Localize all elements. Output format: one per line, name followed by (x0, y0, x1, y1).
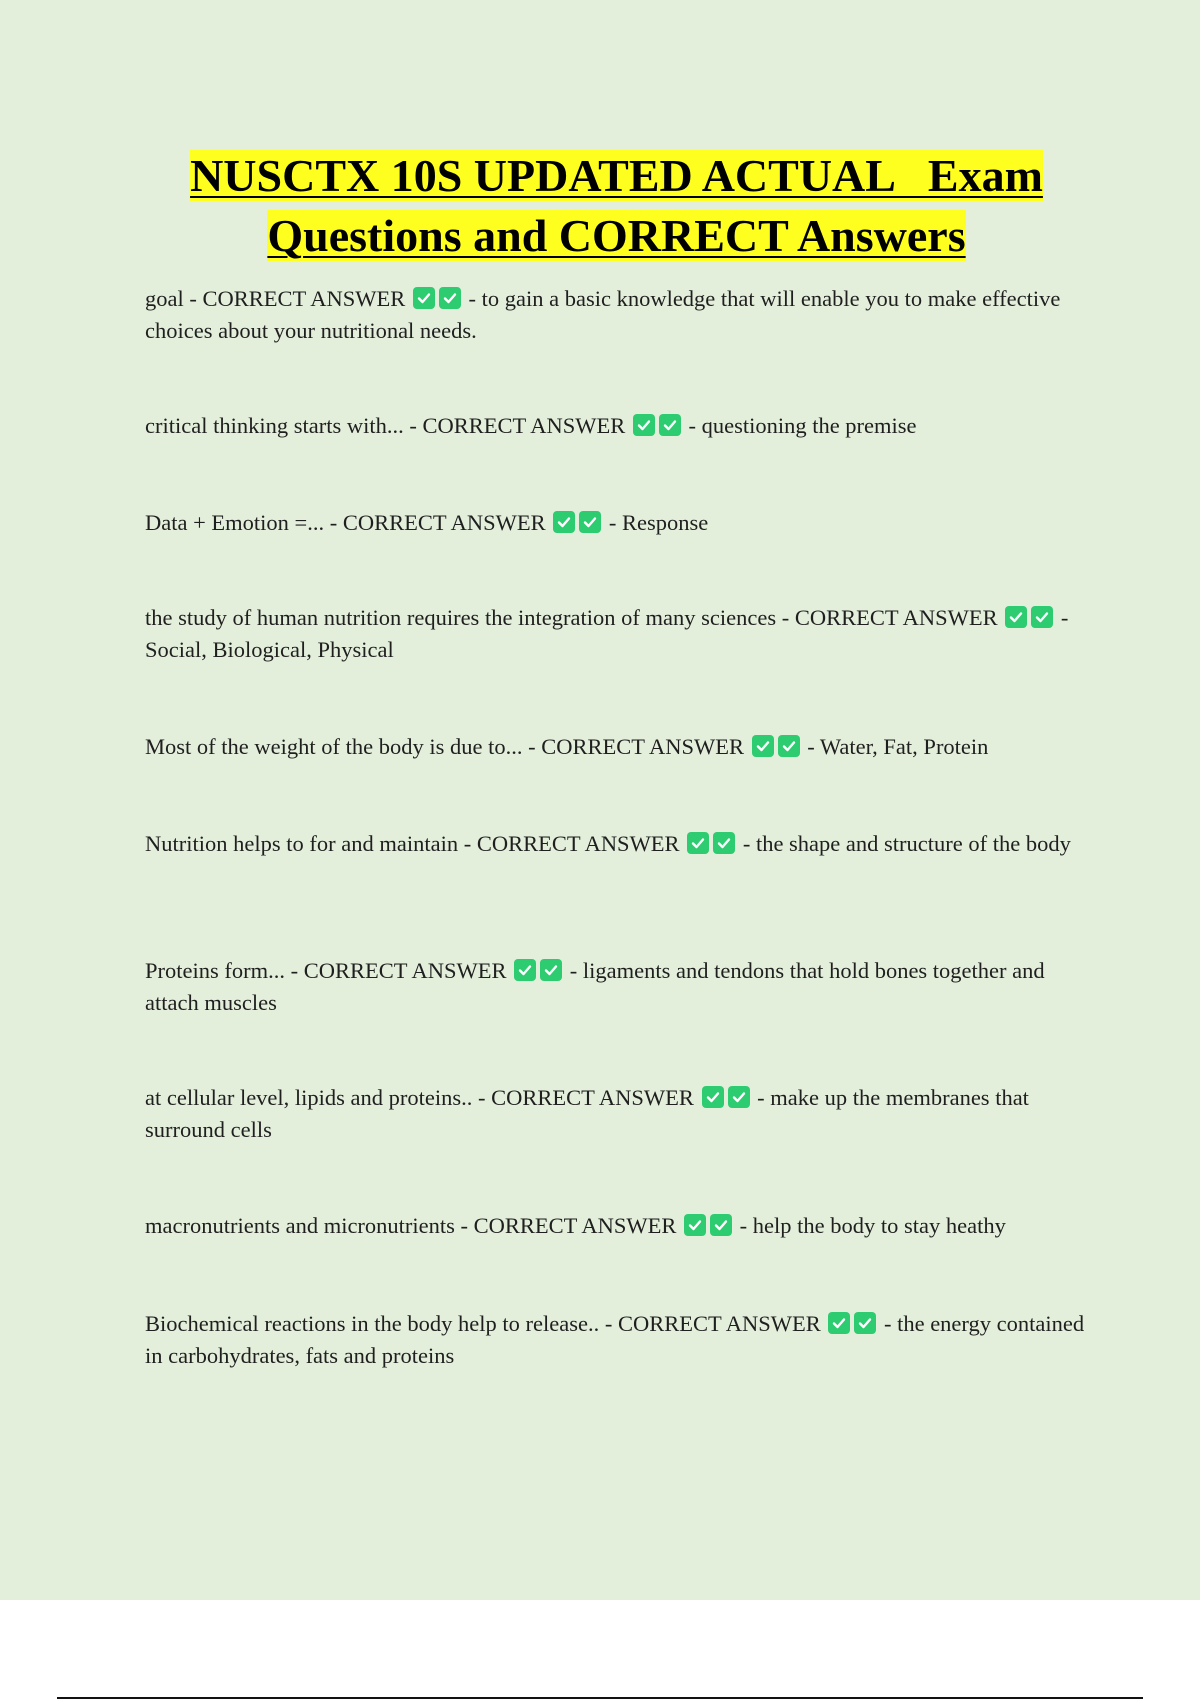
question-text: Nutrition helps to for and maintain (145, 831, 459, 856)
qa-item-proteins-form: Proteins form... - CORRECT ANSWER - ligaments and tendons that hold bones together and attach muscles (145, 958, 1045, 1015)
qa-item-data-emotion: Data + Emotion =... - CORRECT ANSWER - Response (145, 510, 709, 535)
question-text: critical thinking starts with... (145, 413, 404, 438)
answer-text: Social, Biological, Physical (145, 637, 394, 662)
footer-divider (57, 1697, 1143, 1699)
check-icon (553, 511, 575, 533)
check-icon (687, 832, 709, 854)
question-text: Biochemical reactions in the body help to release.. (145, 1311, 600, 1336)
check-icon (413, 287, 435, 309)
answer-marker: - CORRECT ANSWER (528, 734, 744, 759)
answer-marker: - CORRECT ANSWER (290, 958, 507, 983)
check-icon (702, 1086, 724, 1108)
question-text: at cellular level, lipids and proteins.. (145, 1085, 473, 1110)
check-icon (778, 735, 800, 757)
answer-marker: - CORRECT ANSWER (463, 831, 680, 856)
answer-marker: - CORRECT ANSWER (478, 1085, 694, 1110)
answer-text: Water, Fat, Protein (819, 734, 989, 759)
qa-item-macronutrients: macronutrients and micronutrients - CORRECT ANSWER - help the body to stay heathy (145, 1213, 1006, 1238)
answer-text: to gain a basic knowledge that will enable you to make effective choices about your nutritional needs. (145, 286, 1061, 343)
check-icon (1005, 606, 1027, 628)
answer-text: ligaments and tendons that hold bones together and attach muscles (145, 958, 1045, 1015)
check-icon (579, 511, 601, 533)
question-text: macronutrients and micronutrients (145, 1213, 455, 1238)
answer-marker: - CORRECT ANSWER (460, 1213, 677, 1238)
check-icon (659, 414, 681, 436)
document-title (120, 146, 1113, 266)
qa-item-body-weight: Most of the weight of the body is due to... - CORRECT ANSWER - Water, Fat, Protein (145, 734, 989, 759)
title-line-1: NUSCTX 10S UPDATED ACTUAL Exam (190, 150, 1043, 201)
check-icon (439, 287, 461, 309)
answer-marker: - CORRECT ANSWER (189, 286, 406, 311)
answer-marker: - CORRECT ANSWER (604, 1311, 821, 1336)
qa-item-nutrition-helps: Nutrition helps to for and maintain - CORRECT ANSWER - the shape and structure of the body (145, 831, 1071, 856)
check-icon (752, 735, 774, 757)
check-icon (684, 1214, 706, 1236)
answer-marker: - CORRECT ANSWER (329, 510, 546, 535)
check-icon (514, 959, 536, 981)
check-icon (710, 1214, 732, 1236)
answer-marker: - CORRECT ANSWER (409, 413, 626, 438)
answer-text: the shape and structure of the body (755, 831, 1071, 856)
answer-marker: - CORRECT ANSWER (781, 605, 998, 630)
title-line-2: Questions and CORRECT Answers (267, 210, 966, 261)
qa-item-human-nutrition: the study of human nutrition requires the integration of many sciences - CORRECT ANSWER - Social, Biological, Physical (145, 605, 1069, 662)
answer-text: make up the membranes that surround cells (145, 1085, 1029, 1142)
check-icon (633, 414, 655, 436)
answer-text: questioning the premise (701, 413, 917, 438)
question-text: Proteins form... (145, 958, 285, 983)
check-icon (854, 1312, 876, 1334)
check-icon (713, 832, 735, 854)
qa-item-biochemical-reactions: Biochemical reactions in the body help to release.. - CORRECT ANSWER - the energy contained in carbohydrates, fats and proteins (145, 1311, 1085, 1368)
answer-text: help the body to stay heathy (752, 1213, 1006, 1238)
question-text: Data + Emotion =... (145, 510, 325, 535)
question-text: goal (145, 286, 184, 311)
question-text: the study of human nutrition requires the integration of many sciences (145, 605, 777, 630)
question-text: Most of the weight of the body is due to... (145, 734, 523, 759)
qa-item-critical-thinking: critical thinking starts with... - CORRECT ANSWER - questioning the premise (145, 413, 917, 438)
answer-text: Response (621, 510, 709, 535)
check-icon (728, 1086, 750, 1108)
answer-text: the energy contained in carbohydrates, fats and proteins (145, 1311, 1085, 1368)
qa-item-goal: goal - CORRECT ANSWER - to gain a basic knowledge that will enable you to make effective choices about your nutritional needs. (145, 286, 1061, 343)
qa-item-cellular-level: at cellular level, lipids and proteins.. - CORRECT ANSWER - make up the membranes that surround cells (145, 1085, 1029, 1142)
check-icon (828, 1312, 850, 1334)
check-icon (1031, 606, 1053, 628)
check-icon (540, 959, 562, 981)
